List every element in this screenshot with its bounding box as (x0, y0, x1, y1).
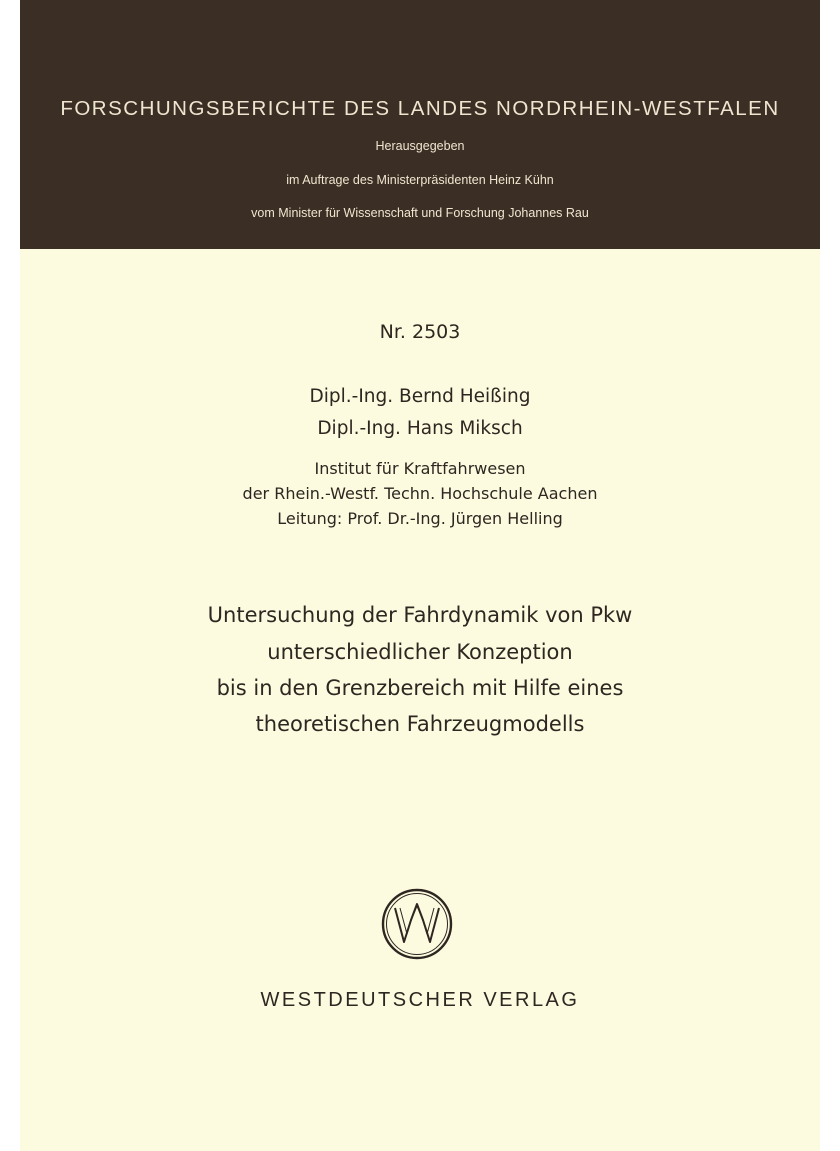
title-line-1: Untersuchung der Fahrdynamik von Pkw (207, 603, 633, 627)
book-cover (20, 0, 820, 1151)
editor-line-1: Herausgegeben (375, 139, 465, 153)
series-title: FORSCHUNGSBERICHTE DES LANDES NORDRHEIN-WESTFALEN (60, 97, 780, 120)
author-1: Dipl.-Ing. Bernd Heißing (309, 386, 531, 407)
institute-line-1: Institut für Kraftfahrwesen (314, 459, 526, 478)
title-line-2: unterschiedlicher Konzeption (267, 640, 573, 664)
title-line-3: bis in den Grenzbereich mit Hilfe eines (216, 676, 624, 700)
publisher-logo-icon (381, 888, 453, 960)
header-band (20, 0, 820, 249)
publisher-name: WESTDEUTSCHER VERLAG (260, 989, 580, 1011)
editor-line-2: im Auftrage des Ministerpräsidenten Heinz Kühn (286, 173, 554, 187)
author-2: Dipl.-Ing. Hans Miksch (317, 418, 523, 439)
editor-line-3: vom Minister für Wissenschaft und Forschung Johannes Rau (251, 206, 589, 220)
report-number: Nr. 2503 (379, 321, 461, 343)
institute-line-2: der Rhein.-Westf. Techn. Hochschule Aachen (242, 484, 598, 503)
institute-line-3: Leitung: Prof. Dr.-Ing. Jürgen Helling (277, 509, 563, 528)
title-line-4: theoretischen Fahrzeugmodells (255, 712, 585, 736)
